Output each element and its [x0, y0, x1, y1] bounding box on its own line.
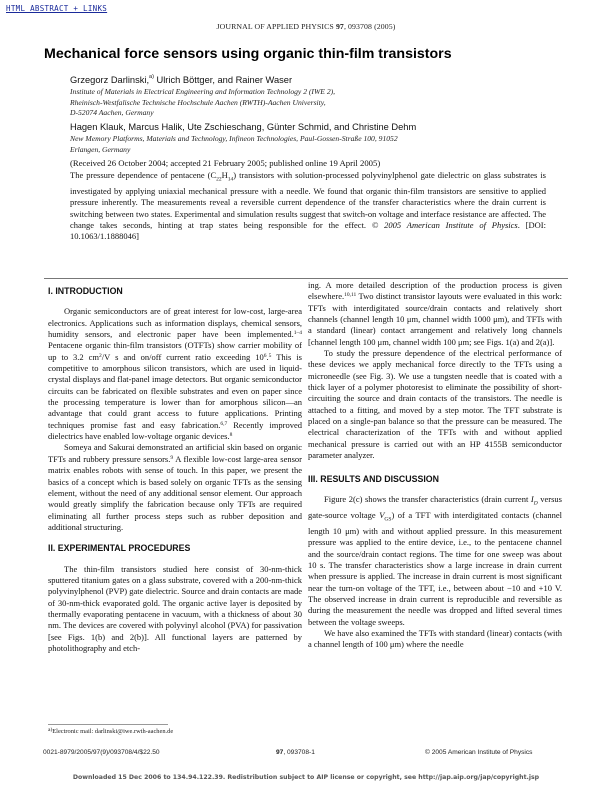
affiliation-line: D-52074 Aachen, Germany — [70, 108, 154, 117]
citation: 5 — [268, 352, 272, 359]
paragraph: Organic semiconductors are of great interest for low-cost, large-area electronics. Applications such as information displays, chemical sensors, humidity sensors, and electronic paper have been implemented.$^{1-4}$ Pentacene organic thin-film transistors (OTFTs) show carrier mobility of up to 3.2 $cm^2/V$ s and on/off current ratio exceeding $10^6.^5$ This is competitive to amorphous silicon transistors, which are used in liquid-crystal displays and flat-panel image detectors. But organic semiconductor circuits can be fabricated on flexible substrates and even on paper since the processing temperature is lower than for amorphous silicon—an advantage that could grant access to future applications. Printing techniques promise fast and easy fabrication.$^{6,7}$ Recently improved dielectrics have enabled low-voltage organic devices.$^8$ — [48, 306, 302, 442]
download-notice: Downloaded 15 Dec 2006 to 134.94.122.39. Redistribution subject to AIP license or copyright, see http://jap.aip.org/jap/copyright.jsp — [72, 774, 540, 781]
citation: 9 — [170, 454, 174, 461]
footer-code: 0021-8979/2005/97(9)/093708/4/$22.50 — [43, 749, 160, 756]
abstract-divider — [44, 278, 568, 279]
affiliation-line: Institute of Materials in Electrical Engineering and Information Technology 2 (IWE 2), — [70, 87, 336, 96]
received-dates: (Received 26 October 2004; accepted 21 February 2005; published online 19 April 2005) — [70, 158, 381, 168]
section-heading-introduction: I. INTRODUCTION — [48, 286, 123, 296]
affiliation-line: New Memory Platforms, Materials and Technology, Infineon Technologies, Paul-Gossen-Straße 100, 91052 — [70, 134, 398, 143]
paragraph: Someya and Sakurai demonstrated an artificial skin based on organic TFTs and rubbery pressure sensors.$^9$ A flexible low-cost large-area sensor matrix enables robots with sense of touch. In this paper, we present the basics of a concept which is based solely on organic TFTs as the sensing element, without the need of any additional sensor element. Our approach would greatly simplify the fabrication because only TFTs are required eliminating all further process steps such as rubber deposition and additional structuring. — [48, 442, 303, 532]
section-heading-experimental: II. EXPERIMENTAL PROCEDURES — [48, 543, 191, 554]
footnote — [48, 728, 173, 735]
journal-name: JOURNAL OF APPLIED PHYSICS — [216, 22, 334, 31]
footer-copyright: © 2005 American Institute of Physics — [425, 749, 533, 756]
paper-title: Mechanical force sensors using organic thin-film transistors — [44, 46, 452, 62]
footer-page-number: 97, 093708-1 — [276, 749, 315, 756]
doi: . [DOI: 10.1063/1.1888046] — [70, 219, 546, 242]
left-column — [48, 280, 302, 654]
abstract: The pressure dependence of pentacene $(C_{22}H_{14})$ transistors with solution-processed polyvinylphenol gate dielectric on glass substrates is investigated by applying uniaxial mechanical pressure with a needle. We found that organic thin-film transistors are sensitive to applied pressure inherently. The measurements reveal a reversible current dependence of the transfer characteristics where the drain current is switching between two states. Experimental and simulation results suggest that switch-on voltage and interface resistance are affected. The change takes seconds, hinting at trap states being responsible for the effect. © 2005 American Institute of Physics. [DOI: 10.1063/1.1888046] — [70, 170, 546, 242]
footnote-marker: a) — [48, 727, 53, 733]
author-names: Grzegorz Darlinski, — [70, 75, 150, 85]
right-column — [308, 280, 562, 651]
journal-article-number: , 093708 (2005) — [343, 22, 396, 31]
affiliation-2 — [70, 134, 550, 155]
paragraph: Figure 2(c) shows the transfer characteristics (drain current $I_D$ versus gate-source voltage $V_{GS}$) of a TFT with interdigitated contacts (channel length 10 μm) with and without applied pressure. In this measurement pressure was applied to the entire device, i.e., to the pentacene channel and the source/drain contact regions. The time for one sweep was about 10 s. The transfer characteristics show a large increase in drain current when pressure is applied. The increase in drain current is most significant near the turn-on voltage of the TFT, i.e., between about −10 and +10 V. The observed increase in drain current is reproducible and reversible as during the measurement the needle was dropped and lifted several times between the voltage sweeps. — [308, 493, 562, 627]
paragraph: The thin-film transistors studied here consist of 30-nm-thick sputtered titanium gates on a glass substrate, covered with a 200-nm-thick polyvinylphenol (PVP) gate dielectric. Source and drain contacts are made of 30-nm-thick evaporated gold. The organic active layer is deposited by thermally evaporating pentacene in vacuum, with a thickness of about 30 nm. The devices are covered with polyvinyl alcohol (PVA) for passivation [see Figs. 1(b) and 2(b)]. All functional layers are patterned by photolithography and etch- — [48, 563, 302, 653]
footnote-email: Electronic mail: darlinski@iwe.rwth-aachen.de — [52, 728, 174, 735]
author-names-rest: Ulrich Böttger, and Rainer Waser — [153, 75, 293, 85]
journal-header — [0, 22, 612, 31]
paragraph: ing. A more detailed description of the production process is given elsewhere.$^{10,11}$ Two distinct transistor layouts were evaluated in this work: TFTs with interdigitated source/drain contacts and relatively short channels (channel length 10 μm, channel width 1000 μm), and TFTs with a standard (linear) contact arrangement and relatively long channels [channel length 100 μm, channel width 100 μm; see Figs. 1(a) and 2(a)]. — [308, 280, 562, 347]
section-heading-results: III. RESULTS AND DISCUSSION — [308, 473, 439, 484]
paragraph: We have also examined the TFTs with standard (linear) contacts (with a channel length of 100 μm) where the needle — [308, 628, 562, 650]
affiliation-line: Erlangen, Germany — [70, 144, 131, 154]
citation: 10,11 — [344, 292, 357, 299]
citation: 1–4 — [293, 330, 302, 337]
html-abstract-links-link[interactable]: HTML ABSTRACT + LINKS — [6, 4, 108, 13]
affiliation-1 — [70, 87, 550, 119]
author-group-2: Hagen Klauk, Marcus Halik, Ute Zschieschang, Günter Schmid, and Christine Dehm — [70, 122, 417, 132]
citation: 8 — [229, 432, 233, 439]
journal-volume: 97 — [335, 22, 344, 31]
footnote-marker: a) — [149, 74, 154, 80]
affiliation-line: Rheinisch-Westfalische Technische Hochschule Aachen (RWTH)-Aachen University, — [70, 97, 326, 107]
citation: 6,7 — [220, 420, 228, 427]
footnote-divider — [48, 724, 168, 725]
author-group-1 — [70, 75, 292, 85]
copyright-notice: © 2005 American Institute of Physics — [371, 219, 518, 230]
paragraph: To study the pressure dependence of the electrical performance of these devices we apply mechanical force directly to the TFTs using a microneedle (see Fig. 3). We use a tungsten needle that is coated with a thick layer of a polymer photoresist to eliminate the possibility of short-circuiting the source and drain contacts of the transistors. The needle is attached to a fitting, and moved by a step motor. The TFT substrate is placed on a single-pan balance so that the pressure can be measured. The electrical characterization of the TFTs with and without applied mechanical pressure is carried out with an HP 4155B semiconductor parameter analyzer. — [308, 348, 562, 461]
